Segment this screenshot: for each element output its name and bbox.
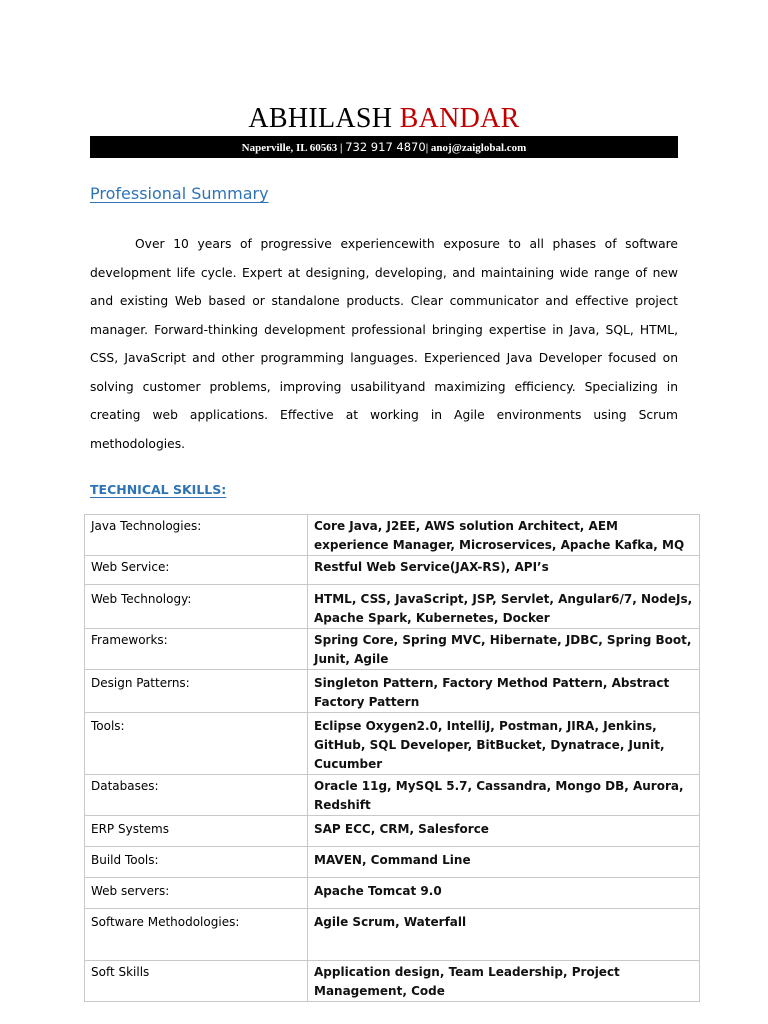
skill-category: Frameworks: — [85, 629, 308, 670]
table-row — [85, 816, 700, 847]
summary-heading: Professional Summary — [90, 184, 269, 203]
skill-list: Apache Tomcat 9.0 — [308, 878, 700, 909]
skill-list: Core Java, J2EE, AWS solution Architect, AEM experience Manager, Microservices, Apache Kafka, MQ — [308, 515, 700, 556]
table-row — [85, 775, 700, 816]
contact-phone: 732 917 4870 — [345, 140, 426, 154]
skill-category: Web Technology: — [85, 585, 308, 629]
contact-bar — [90, 136, 678, 158]
skills-heading: TECHNICAL SKILLS: — [90, 482, 227, 497]
first-name: ABHILASH — [248, 103, 393, 134]
skill-category: Web servers: — [85, 878, 308, 909]
table-row — [85, 961, 700, 1002]
skill-list: Restful Web Service(JAX-RS), API’s — [308, 556, 700, 585]
skill-list: MAVEN, Command Line — [308, 847, 700, 878]
table-row — [85, 629, 700, 670]
table-row — [85, 878, 700, 909]
skill-category: Databases: — [85, 775, 308, 816]
skill-category: Build Tools: — [85, 847, 308, 878]
summary-paragraph: Over 10 years of progressive experiencewith exposure to all phases of software development life cycle. Expert at designing, developing, and maintaining wide range of new and existing Web based or standalone products. Clear communicator and effective project manager. Forward-thinking development professional bringing expertise in Java, SQL, HTML, CSS, JavaScript and other programming languages. Experienced Java Developer focused on solving customer problems, improving usabilityand maximizing efficiency. Specializing in creating web applications. Effective at working in Agile environments using Scrum methodologies. — [90, 237, 678, 451]
skill-category: Tools: — [85, 713, 308, 775]
skill-category: Software Methodologies: — [85, 909, 308, 961]
candidate-name — [90, 100, 678, 138]
skill-category: ERP Systems — [85, 816, 308, 847]
skill-category: Java Technologies: — [85, 515, 308, 556]
skill-list: Oracle 11g, MySQL 5.7, Cassandra, Mongo DB, Aurora, Redshift — [308, 775, 700, 816]
table-row — [85, 585, 700, 629]
skill-list: Eclipse Oxygen2.0, IntelliJ, Postman, JIRA, Jenkins, GitHub, SQL Developer, BitBucket, Dynatrace, Junit, Cucumber — [308, 713, 700, 775]
table-row — [85, 515, 700, 556]
contact-email: | anoj@zaiglobal.com — [425, 142, 527, 154]
skill-list: Application design, Team Leadership, Project Management, Code — [308, 961, 700, 1002]
skill-category: Soft Skills — [85, 961, 308, 1002]
skill-category: Design Patterns: — [85, 670, 308, 713]
last-name: BANDAR — [399, 103, 520, 134]
contact-address: Naperville, IL 60563 | — [241, 142, 346, 154]
skill-list: HTML, CSS, JavaScript, JSP, Servlet, Angular6/7, NodeJs, Apache Spark, Kubernetes, Docker — [308, 585, 700, 629]
skill-list: SAP ECC, CRM, Salesforce — [308, 816, 700, 847]
table-row — [85, 847, 700, 878]
skill-list: Agile Scrum, Waterfall — [308, 909, 700, 961]
skill-category: Web Service: — [85, 556, 308, 585]
table-row — [85, 713, 700, 775]
table-row — [85, 556, 700, 585]
skill-list: Singleton Pattern, Factory Method Pattern, Abstract Factory Pattern — [308, 670, 700, 713]
skill-list: Spring Core, Spring MVC, Hibernate, JDBC, Spring Boot, Junit, Agile — [308, 629, 700, 670]
table-row — [85, 670, 700, 713]
skills-table — [84, 514, 700, 1002]
table-row — [85, 909, 700, 961]
